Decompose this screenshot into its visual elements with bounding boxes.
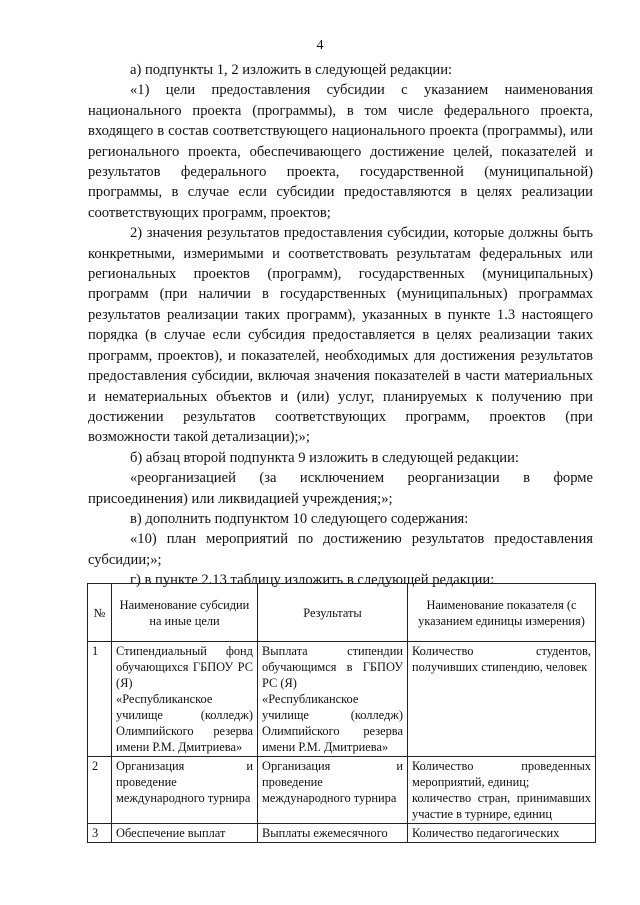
cell-text: Обеспечение выплат	[116, 826, 226, 840]
cell-text: количество стран, принимавших участие в турнире, единиц	[412, 791, 591, 821]
table-header-row	[88, 584, 596, 642]
paragraph: «1) цели предоставления субсидии с указанием наименования национального проекта (программы), в том числе федерального проекта, входящего в состав соответствующего национального проекта (программы), или регионального проекта, обеспечивающего достижение целей, показателей и результатов федерального проекта, государственной (муниципальной) программы, в случае если субсидии предоставляются в целях реализации соответствующих программ, проектов;	[88, 82, 593, 221]
row-number: 3	[88, 824, 112, 843]
cell-text: «Республиканское училище (колледж) Олимпийского резерва имени Р.М. Дмитриева»	[116, 692, 253, 754]
paragraph: в) дополнить подпунктом 10 следующего содержания:	[130, 510, 469, 527]
table-row	[88, 757, 596, 824]
subsidies-table	[87, 583, 596, 843]
row-indicator	[408, 824, 596, 843]
row-results	[258, 642, 408, 757]
table-row	[88, 824, 596, 843]
cell-text: Количество педагогических	[412, 826, 560, 840]
row-number: 1	[88, 642, 112, 757]
cell-text: Количество студентов, получивших стипендию, человек	[412, 644, 591, 674]
cell-text: Организация и проведение международного турнира	[262, 759, 403, 805]
paragraph: 2) значения результатов предоставления субсидии, которые должны быть конкретными, измеримыми и соответствовать результатам федеральных или региональных проектов (программ), государственных (муниципальных) программ (при наличии в государственных (муниципальных) программах результатов реализации таких программ), указанных в пункте 1.3 настоящего порядка (в случае если субсидия предоставляется в целях реализации таких программ, проектов), и показателей, необходимых для достижения результатов предоставления субсидии, включая значения показателей в части материальных и нематериальных объектов и (или) услуг, планируемых к получению при достижении результатов соответствующих программ, проектов (при возможности такой детализации);»;	[88, 225, 593, 446]
row-subsidy-name	[112, 757, 258, 824]
cell-text: Выплаты ежемесячного	[262, 826, 388, 840]
header-results: Результаты	[258, 584, 408, 642]
document-body	[88, 60, 593, 591]
cell-text: Организация и проведение международного турнира	[116, 759, 253, 805]
header-number: №	[88, 584, 112, 642]
paragraph: «10) план мероприятий по достижению результатов предоставления субсидии;»;	[88, 531, 593, 568]
cell-text: Количество проведенных мероприятий, единиц;	[412, 759, 591, 789]
cell-text: Выплата стипендии обучающимся в ГБПОУ РС (Я)	[262, 644, 403, 690]
header-subsidy-name: Наименование субсидии на иные цели	[112, 584, 258, 642]
row-indicator	[408, 642, 596, 757]
cell-text: Стипендиальный фонд обучающихся ГБПОУ РС (Я)	[116, 644, 253, 690]
row-subsidy-name	[112, 824, 258, 843]
row-results	[258, 824, 408, 843]
row-indicator	[408, 757, 596, 824]
cell-text: «Республиканское училище (колледж) Олимпийского резерва имени Р.М. Дмитриева»	[262, 692, 403, 754]
page-number: 4	[316, 38, 324, 53]
row-subsidy-name	[112, 642, 258, 757]
paragraph: а) подпункты 1, 2 изложить в следующей редакции:	[130, 62, 453, 78]
paragraph: г) в пункте 2.13 таблицу изложить в следующей редакции:	[130, 572, 495, 589]
paragraph: б) абзац второй подпункта 9 изложить в следующей редакции:	[130, 449, 519, 466]
row-number: 2	[88, 757, 112, 824]
row-results	[258, 757, 408, 824]
table-row	[88, 642, 596, 757]
paragraph: «реорганизацией (за исключением реорганизации в форме присоединения) или ликвидацией учреждения;»;	[88, 470, 593, 507]
header-indicator: Наименование показателя (с указанием единицы измерения)	[408, 584, 596, 642]
